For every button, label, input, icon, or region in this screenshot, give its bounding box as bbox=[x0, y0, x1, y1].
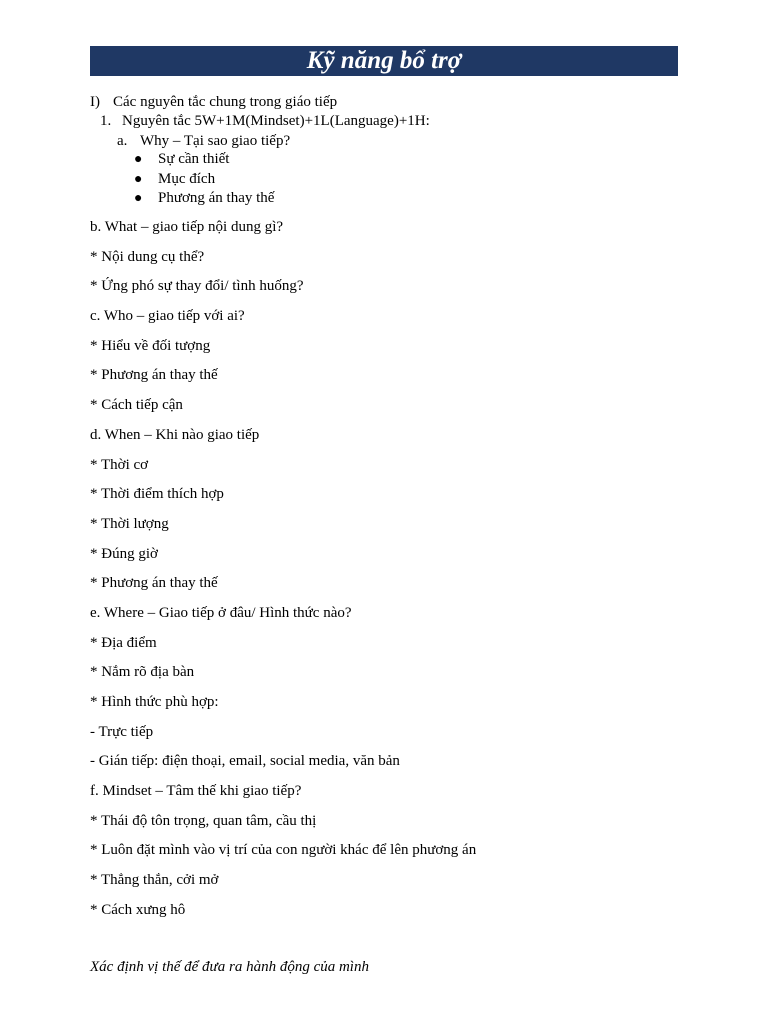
text-line: - Gián tiếp: điện thoại, email, social media, văn bản bbox=[90, 753, 400, 770]
text-line: * Thái độ tôn trọng, quan tâm, cầu thị bbox=[90, 812, 317, 829]
text-line: - Trực tiếp bbox=[90, 723, 154, 740]
text-line: * Phương án thay thế bbox=[90, 575, 218, 592]
document-page bbox=[90, 46, 678, 975]
text-line: * Nắm rõ địa bàn bbox=[90, 664, 195, 681]
text-line: * Thời điểm thích hợp bbox=[90, 486, 224, 503]
text-line: * Cách xưng hô bbox=[90, 901, 186, 918]
list-item: ● Mục đích bbox=[134, 170, 274, 190]
text-line: * Ứng phó sự thay đổi/ tình huống? bbox=[90, 278, 304, 295]
text-line: e. Where – Giao tiếp ở đâu/ Hình thức nào? bbox=[90, 604, 352, 621]
footer-note: Xác định vị thế để đưa ra hành động của mình bbox=[90, 959, 369, 975]
bullet-icon: ● bbox=[134, 171, 143, 187]
list-item: ● Phương án thay thế bbox=[134, 189, 274, 209]
why-bullet-list bbox=[134, 150, 274, 209]
page-title: Kỹ năng bổ trợ bbox=[306, 47, 462, 74]
text-line: * Thời lượng bbox=[90, 515, 169, 532]
text-line: f. Mindset – Tâm thế khi giao tiếp? bbox=[90, 783, 302, 800]
principle-heading bbox=[100, 112, 430, 131]
text-line: * Cách tiếp cận bbox=[90, 397, 183, 414]
why-text: Why – Tại sao giao tiếp? bbox=[140, 133, 291, 149]
section-heading bbox=[90, 93, 337, 112]
why-letter: a. bbox=[117, 133, 128, 149]
bullet-icon: ● bbox=[134, 191, 143, 206]
principle-number: 1. bbox=[100, 113, 112, 129]
text-line: d. When – Khi nào giao tiếp bbox=[90, 426, 260, 443]
text-line: c. Who – giao tiếp với ai? bbox=[90, 308, 245, 325]
principle-text: Nguyên tắc 5W+1M(Mindset)+1L(Language)+1H: bbox=[122, 113, 430, 129]
bullet-icon: ● bbox=[134, 152, 143, 167]
text-line: * Hình thức phù hợp: bbox=[90, 694, 219, 710]
text-line: * Thẳng thắn, cởi mở bbox=[90, 872, 219, 889]
title-banner bbox=[90, 46, 678, 76]
text-line: * Hiểu về đối tượng bbox=[90, 337, 211, 354]
text-line: b. What – giao tiếp nội dung gì? bbox=[90, 219, 284, 235]
text-line: * Thời cơ bbox=[90, 456, 149, 473]
why-heading bbox=[117, 132, 290, 151]
text-line: * Nội dung cụ thể? bbox=[90, 248, 205, 265]
section-number: I) bbox=[90, 94, 100, 110]
text-line: * Luôn đặt mình vào vị trí của con người khác để lên phương án bbox=[90, 842, 477, 859]
text-line: * Địa điểm bbox=[90, 634, 157, 651]
section-text: Các nguyên tắc chung trong giáo tiếp bbox=[113, 94, 338, 110]
list-item: ● Sự cần thiết bbox=[134, 150, 274, 170]
text-line: * Đúng giờ bbox=[90, 545, 158, 562]
body-lines bbox=[90, 218, 476, 931]
text-line: * Phương án thay thế bbox=[90, 367, 218, 384]
